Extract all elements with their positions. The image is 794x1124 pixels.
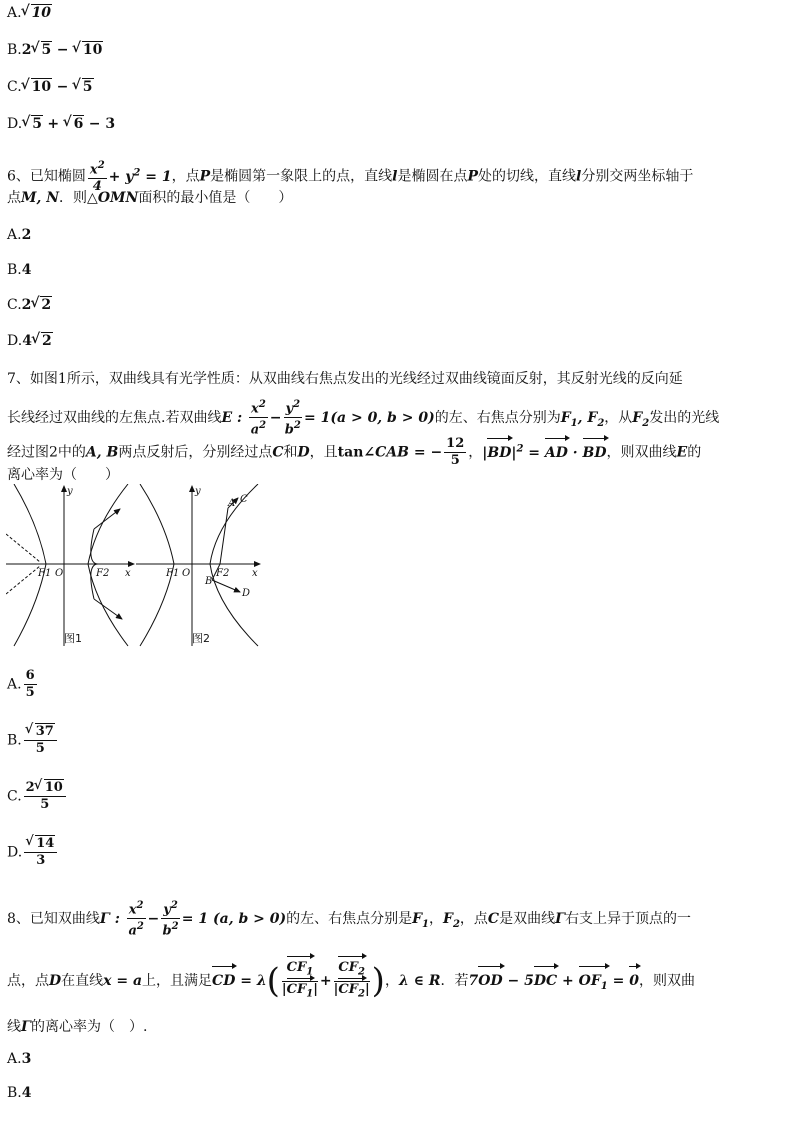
q6-stem-line2: 点M, N．则△OMN面积的最小值是（ ）	[7, 190, 293, 206]
q5-option-c: C.√ 10 − √ 5	[7, 76, 94, 98]
svg-text:F2: F2	[216, 568, 230, 579]
q5-option-d: D.√ 5 + √ 6 − 3	[7, 113, 115, 135]
fig2-label: 图2	[192, 632, 210, 645]
q6-option-d: D.4√ 2	[7, 330, 53, 352]
fig1-label: 图1	[64, 632, 82, 645]
q8-option-b: B.4	[7, 1085, 32, 1101]
q5-option-a: A.√ 10	[7, 2, 52, 24]
q7-option-d: D. √ $\frac{14}{3}$	[7, 836, 59, 869]
svg-text:A: A	[228, 498, 236, 509]
q7-stem-line1: 7、如图1所示，双曲线具有光学性质：从双曲线右焦点发出的光线经过双曲线镜面反射，其反射光线的反向延	[7, 371, 683, 387]
svg-text:x: x	[125, 568, 131, 579]
q7-stem-line2: 长线经过双曲线的左焦点.若双曲线E : $\frac{x^2}{a^2}$ − $\frac{y^2}{b^2}$ = 1(a > 0, b > 0)的左、右焦点分别为$F_1$, $F_2$，从$F_2$发出的光线	[7, 399, 720, 438]
q7-stem-line3: 经过图2中的A, B两点反射后，分别经过点C和D，且tan∠CAB = − $\frac{12}{5}$ ，$|BD|^2$ = AD · BD，则双曲线E的	[7, 436, 702, 468]
svg-text:F1: F1	[38, 568, 52, 579]
svg-text:B: B	[205, 576, 213, 587]
q8-option-a: A.3	[7, 1051, 32, 1067]
q6-option-a: A.2	[7, 227, 32, 243]
q8-stem-line2: 点，点D在直线x = a上，且满足CD = λ( $\frac{CF_1}{|CF_1|}$ + $\frac{CF_2}{|CF_2|}$ )，λ ∈ R．若$7OD - 5DC + OF_1 = 0$，则双曲	[7, 960, 695, 1002]
q6-option-c: C.2√ 2	[7, 294, 52, 316]
svg-text:y: y	[195, 486, 201, 497]
q7-option-a: A. $\frac{6}{5}$	[7, 668, 35, 700]
q7-option-c: C. $\frac{2√ 10}{5}$	[7, 780, 68, 813]
svg-text:O: O	[182, 568, 191, 579]
svg-text:D: D	[242, 588, 251, 599]
q6-option-b: B.4	[7, 262, 32, 278]
svg-text:C: C	[240, 494, 248, 505]
svg-text:x: x	[252, 568, 258, 579]
q8-stem-line3: 线Γ的离心率为（ ）.	[7, 1019, 148, 1035]
svg-text:O: O	[55, 568, 64, 579]
q7-stem-line4: 离心率为（ ）	[7, 467, 119, 483]
svg-text:y: y	[67, 486, 73, 497]
q6-stem-line1: 6、已知椭圆 $\frac{x^2}{4}$ + $y^2 = 1$，点P是椭圆第一象限上的点，直线l是椭圆在点P处的切线，直线l分别交两坐标轴于	[7, 160, 694, 195]
q7-figures	[6, 484, 262, 648]
svg-text:F2: F2	[96, 568, 110, 579]
q8-stem-line1: 8、已知双曲线Γ : $\frac{x^2}{a^2}$ − $\frac{y^2}{b^2}$ = 1 (a, b > 0)的左、右焦点分别是$F_1$，$F_2$，点C是双曲线Γ右支上异于顶点的一	[7, 900, 692, 939]
svg-text:F1: F1	[166, 568, 180, 579]
q7-option-b: B. √ $\frac{37}{5}$	[7, 724, 59, 757]
q5-option-b: B.2√ 5 − √ 10	[7, 39, 103, 61]
